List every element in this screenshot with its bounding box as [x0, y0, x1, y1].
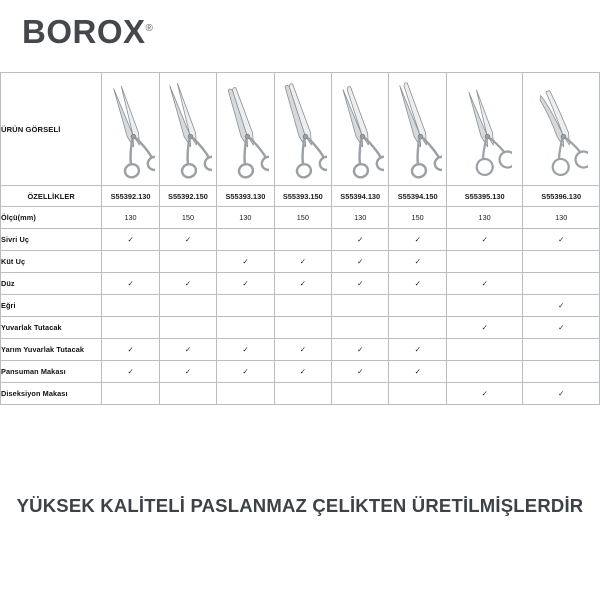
- cell-straight-1: ✓: [159, 273, 216, 295]
- cell-size-7: 130: [523, 207, 600, 229]
- product-image-s55392-130: [102, 73, 159, 186]
- row-label-curved: Eğri: [1, 295, 102, 317]
- cell-sharp-tip-2: [217, 229, 274, 251]
- table-row-blunt-tip: [1, 251, 600, 273]
- cell-blunt-tip-1: [159, 251, 216, 273]
- cell-straight-4: ✓: [332, 273, 389, 295]
- row-label-straight: Düz: [1, 273, 102, 295]
- brand-logo: [22, 13, 153, 51]
- cell-dressing-scissors-3: ✓: [274, 361, 331, 383]
- cell-semi-round-handle-7: [523, 339, 600, 361]
- cell-straight-7: [523, 273, 600, 295]
- cell-round-handle-0: [102, 317, 159, 339]
- product-image-s55394-150: [389, 73, 446, 186]
- cell-blunt-tip-3: ✓: [274, 251, 331, 273]
- cell-size-3: 150: [274, 207, 331, 229]
- cell-size-0: 130: [102, 207, 159, 229]
- column-code-2: S55393.130: [217, 186, 274, 207]
- table-row-sharp-tip: [1, 229, 600, 251]
- cell-curved-5: [389, 295, 446, 317]
- cell-curved-1: [159, 295, 216, 317]
- cell-semi-round-handle-0: ✓: [102, 339, 159, 361]
- table-row-dissection-scissors: [1, 383, 600, 405]
- cell-sharp-tip-5: ✓: [389, 229, 446, 251]
- cell-dissection-scissors-1: [159, 383, 216, 405]
- cell-size-4: 130: [332, 207, 389, 229]
- cell-round-handle-5: [389, 317, 446, 339]
- cell-sharp-tip-3: [274, 229, 331, 251]
- cell-semi-round-handle-1: ✓: [159, 339, 216, 361]
- table-row-features-header: [1, 186, 600, 207]
- cell-dissection-scissors-6: ✓: [446, 383, 523, 405]
- specification-table: [0, 72, 600, 405]
- table-row-semi-round-handle: [1, 339, 600, 361]
- column-code-0: S55392.130: [102, 186, 159, 207]
- cell-dissection-scissors-5: [389, 383, 446, 405]
- cell-straight-0: ✓: [102, 273, 159, 295]
- cell-blunt-tip-2: ✓: [217, 251, 274, 273]
- product-image-s55395-130: [446, 73, 523, 186]
- cell-blunt-tip-4: ✓: [332, 251, 389, 273]
- cell-semi-round-handle-5: ✓: [389, 339, 446, 361]
- column-code-7: S55396.130: [523, 186, 600, 207]
- table-row-curved: [1, 295, 600, 317]
- cell-curved-0: [102, 295, 159, 317]
- cell-round-handle-6: ✓: [446, 317, 523, 339]
- cell-straight-3: ✓: [274, 273, 331, 295]
- cell-size-5: 150: [389, 207, 446, 229]
- cell-straight-5: ✓: [389, 273, 446, 295]
- cell-dissection-scissors-4: [332, 383, 389, 405]
- table-row-round-handle: [1, 317, 600, 339]
- column-code-4: S55394.130: [332, 186, 389, 207]
- row-label-product-image: ÜRÜN GÖRSELİ: [1, 73, 102, 186]
- cell-round-handle-2: [217, 317, 274, 339]
- product-image-s55394-130: [332, 73, 389, 186]
- cell-dissection-scissors-0: [102, 383, 159, 405]
- cell-curved-7: ✓: [523, 295, 600, 317]
- cell-blunt-tip-7: [523, 251, 600, 273]
- row-label-round-handle: Yuvarlak Tutacak: [1, 317, 102, 339]
- cell-size-1: 150: [159, 207, 216, 229]
- cell-dressing-scissors-0: ✓: [102, 361, 159, 383]
- cell-size-2: 130: [217, 207, 274, 229]
- column-code-3: S55393.150: [274, 186, 331, 207]
- cell-round-handle-3: [274, 317, 331, 339]
- cell-round-handle-7: ✓: [523, 317, 600, 339]
- cell-semi-round-handle-4: ✓: [332, 339, 389, 361]
- cell-sharp-tip-0: ✓: [102, 229, 159, 251]
- cell-blunt-tip-6: [446, 251, 523, 273]
- cell-semi-round-handle-2: ✓: [217, 339, 274, 361]
- table-row-dressing-scissors: [1, 361, 600, 383]
- cell-dressing-scissors-5: ✓: [389, 361, 446, 383]
- row-label-blunt-tip: Küt Uç: [1, 251, 102, 273]
- cell-dressing-scissors-6: [446, 361, 523, 383]
- row-label-sharp-tip: Sivri Uç: [1, 229, 102, 251]
- cell-dissection-scissors-3: [274, 383, 331, 405]
- column-code-6: S55395.130: [446, 186, 523, 207]
- product-image-s55392-150: [159, 73, 216, 186]
- cell-semi-round-handle-3: ✓: [274, 339, 331, 361]
- specification-table-container: [0, 72, 600, 405]
- cell-dressing-scissors-7: [523, 361, 600, 383]
- row-label-features: ÖZELLİKLER: [1, 186, 102, 207]
- footer-caption: YÜKSEK KALİTELİ PASLANMAZ ÇELİKTEN ÜRETİLMİŞLERDİR: [16, 495, 584, 516]
- cell-dissection-scissors-2: [217, 383, 274, 405]
- registered-mark: ®: [145, 23, 154, 34]
- cell-round-handle-1: [159, 317, 216, 339]
- cell-dressing-scissors-2: ✓: [217, 361, 274, 383]
- cell-dissection-scissors-7: ✓: [523, 383, 600, 405]
- row-label-dressing-scissors: Pansuman Makası: [1, 361, 102, 383]
- cell-sharp-tip-4: ✓: [332, 229, 389, 251]
- table-row-size: [1, 207, 600, 229]
- cell-dressing-scissors-4: ✓: [332, 361, 389, 383]
- cell-round-handle-4: [332, 317, 389, 339]
- cell-sharp-tip-6: ✓: [446, 229, 523, 251]
- cell-curved-6: [446, 295, 523, 317]
- cell-dressing-scissors-1: ✓: [159, 361, 216, 383]
- cell-curved-3: [274, 295, 331, 317]
- product-image-s55393-150: [274, 73, 331, 186]
- product-image-s55396-130: [523, 73, 600, 186]
- table-row-straight: [1, 273, 600, 295]
- row-label-semi-round-handle: Yarım Yuvarlak Tutacak: [1, 339, 102, 361]
- cell-curved-4: [332, 295, 389, 317]
- product-image-s55393-130: [217, 73, 274, 186]
- column-code-5: S55394.150: [389, 186, 446, 207]
- cell-straight-2: ✓: [217, 273, 274, 295]
- cell-semi-round-handle-6: [446, 339, 523, 361]
- cell-sharp-tip-1: ✓: [159, 229, 216, 251]
- cell-straight-6: ✓: [446, 273, 523, 295]
- cell-size-6: 130: [446, 207, 523, 229]
- brand-name: BOROX: [22, 13, 146, 50]
- cell-blunt-tip-5: ✓: [389, 251, 446, 273]
- cell-blunt-tip-0: [102, 251, 159, 273]
- cell-curved-2: [217, 295, 274, 317]
- column-code-1: S55392.150: [159, 186, 216, 207]
- table-row-product-image: [1, 73, 600, 186]
- row-label-dissection-scissors: Diseksiyon Makası: [1, 383, 102, 405]
- row-label-size: Ölçü(mm): [1, 207, 102, 229]
- cell-sharp-tip-7: ✓: [523, 229, 600, 251]
